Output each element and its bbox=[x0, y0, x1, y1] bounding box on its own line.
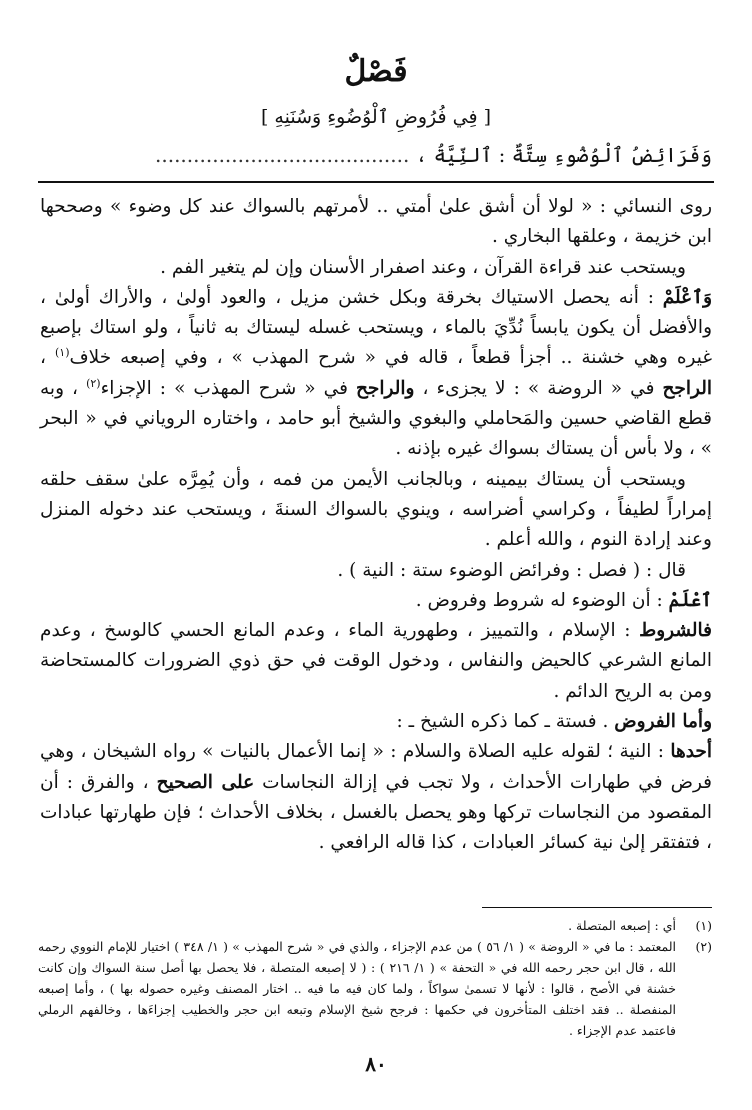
footnote-number: (١) bbox=[695, 918, 712, 933]
text-run: : أنه يحصل الاستياك بخرقة وبكل خشن مزيل ، والعود أولىٰ ، والأراك أولىٰ ، والأفضل أن يكون يابساً نُدِّيَ بالماء ، ويستحب غسله ليستاك به ثانياً ، ولو استاك بإصبع غيره وهي خشنة .. أجزأ قطعاً ، قاله في « شرح المهذب » ، وفي إصبعه خلاف bbox=[40, 286, 713, 369]
footnote-rule bbox=[482, 907, 712, 908]
footnote-text: أي : إصبعه المتصلة . bbox=[568, 918, 676, 933]
text-run: : أن الوضوء له شروط وفروض . bbox=[415, 589, 663, 611]
text-run: : الإسلام ، والتمييز ، وطهورية الماء ، وعدم المانع الحسي كالوسخ ، وعدم المانع الشرعي كالحيض والنفاس ، ودخول الوقت في حق ذوي الضرورات كالمستحاضة ومن به الريح الدائم . bbox=[40, 620, 712, 702]
text-run: : النية ؛ لقوله عليه الصلاة والسلام : « إنما الأعمال بالنيات » رواه الشيخان ، وهي فرض في طهارات الأحداث ، ولا تجب في إزالة النجاسات bbox=[40, 741, 713, 793]
section-heading: فَصْلٌ bbox=[344, 54, 408, 89]
paragraph bbox=[40, 737, 712, 858]
keyword: وأما الفروض bbox=[614, 711, 712, 733]
text-run: في « شرح المهذب » : الإجزاء bbox=[100, 377, 348, 399]
paragraph bbox=[40, 616, 712, 707]
footnote bbox=[38, 915, 712, 936]
text-run: ، bbox=[40, 347, 46, 369]
header-rule bbox=[38, 181, 714, 183]
keyword: والراجح bbox=[355, 377, 415, 399]
text-run: ، وبه قطع القاضي حسين والمَحاملي والبغوي والشيخ أبو حامد ، واختاره الروياني في « البحر » ، ولا بأس أن يستاك بسواك غيره بإذنه . bbox=[40, 377, 712, 460]
keyword: أحدها bbox=[670, 741, 712, 763]
paragraph bbox=[40, 707, 712, 737]
footnote-text: المعتمد : ما في « الروضة » ( ١/ ٥٦ ) من عدم الإجزاء ، والذي في « شرح المهذب » ( ١/ ٣٤٨ ) اختيار للإمام النووي رحمه الله ، قال ابن حجر رحمه الله في « التحفة » ( ١/ ٢١٦ ) : ( لا إصبعه المتصلة ، فلا يحصل بها أصل سنة السواك وإن كانت خشنة في الأصح ، قالوا : لأنها لا تسمىٰ سواكاً ، ولما كان فيه ما فيه .. اختار المصنف وغيره حصوله بها ) ، وأما إصبعه المنفصلة .. فقد اختلف المتأخرون في حكمها : فرجح شيخ الإسلام وتبعه ابن حجر والخطيب إجزاءَها ، وخالفهم الرملي فاعتمد عدم الإجزاء . bbox=[38, 939, 677, 1038]
footnote-ref[interactable]: (٢) bbox=[86, 376, 101, 390]
page-number: ٨٠ bbox=[365, 1052, 387, 1076]
keyword: وَٱعْلَمْ bbox=[662, 286, 712, 308]
keyword: فالشروط bbox=[639, 620, 712, 642]
paragraph: قال : ( فصل : وفرائض الوضوء ستة : النية ) . bbox=[337, 559, 686, 581]
paragraph bbox=[40, 586, 712, 616]
text-run: في « الروضة » : لا يجزىء ، bbox=[422, 377, 655, 399]
paragraph: ويستحب عند قراءة القرآن ، وعند اصفرار الأسنان وإن لم يتغير الفم . bbox=[160, 256, 686, 278]
keyword: على الصحيح bbox=[156, 771, 255, 793]
footnotes bbox=[38, 915, 712, 1041]
matn-dots: ........................................ bbox=[155, 143, 410, 167]
footnote-ref[interactable]: (١) bbox=[54, 346, 70, 360]
keyword: ٱعْلَمْ bbox=[668, 589, 712, 611]
paragraph bbox=[40, 283, 712, 465]
matn-text: وَفَرَائِضُ ٱلْوُضُوءِ سِتَّةٌ : ٱلنِّيَّةُ ، bbox=[415, 143, 712, 167]
matn-line bbox=[32, 140, 712, 170]
commentary-body bbox=[40, 192, 712, 859]
keyword: الراجح bbox=[662, 377, 712, 399]
paragraph: ويستحب أن يستاك بيمينه ، وبالجانب الأيمن من فمه ، وأن يُمِرَّه علىٰ سقف حلقه إمراراً لطيفاً ، وكراسي أضراسه ، وينوي بالسواك السنةَ ، ويستحب عند دخوله المنزل وعند إرادة النوم ، والله أعلم . bbox=[40, 468, 712, 551]
footnote bbox=[38, 936, 712, 1041]
section-subtitle: [ فِي فُرُوضِ ٱلْوُضُوءِ وَسُنَنِهِ ] bbox=[260, 106, 492, 128]
text-run: . فستة ـ كما ذكره الشيخ ـ : bbox=[396, 711, 609, 733]
footnote-number: (٢) bbox=[695, 939, 712, 954]
text-run: ، والفرق : أن المقصود من النجاسات تركها وهو يحصل بالغسل ، بخلاف الأحداث ؛ فإن طهارتها عبادات ، فتفتقر إلىٰ نية كسائر العبادات ، كذا قاله الرافعي . bbox=[40, 771, 712, 854]
paragraph: روى النسائي : « لولا أن أشق علىٰ أمتي .. لأمرتهم بالسواك عند كل وضوء » وصححها ابن خزيمة ، وعلقها البخاري . bbox=[40, 196, 712, 248]
